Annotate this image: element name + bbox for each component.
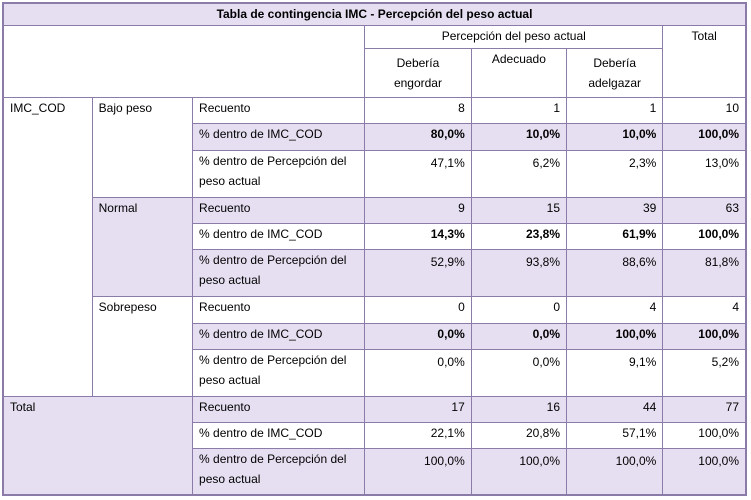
table-cell: 9,1% (567, 349, 663, 396)
table-cell: 20,8% (471, 423, 566, 449)
table-cell: 39 (567, 197, 663, 223)
table-cell: 17 (365, 396, 472, 422)
row-variable-label: IMC_COD (3, 98, 92, 397)
table-cell: 10 (663, 98, 746, 124)
table-cell: 100,0% (567, 449, 663, 495)
table-cell: 4 (663, 297, 746, 323)
total-row-label: Total (3, 396, 193, 495)
measure-label: % dentro de Percepción del peso actual (193, 449, 365, 495)
group-label-bajo-peso: Bajo peso (92, 98, 192, 198)
table-cell: 0,0% (365, 323, 472, 349)
table-cell: 100,0% (663, 423, 746, 449)
measure-label: Recuento (193, 297, 365, 323)
table-cell: 4 (567, 297, 663, 323)
group-label-normal: Normal (92, 197, 192, 297)
table-cell: 100,0% (567, 323, 663, 349)
table-cell: 44 (567, 396, 663, 422)
table-cell: 14,3% (365, 224, 472, 250)
column-header-deberia-engordar: Debería engordar (365, 49, 472, 98)
measure-label: % dentro de Percepción del peso actual (193, 349, 365, 396)
table-cell: 0,0% (471, 323, 566, 349)
table-cell: 6,2% (471, 150, 566, 197)
table-cell: 80,0% (365, 124, 472, 150)
column-group-header: Percepción del peso actual (365, 26, 663, 49)
table-cell: 88,6% (567, 250, 663, 297)
table-cell: 16 (471, 396, 566, 422)
table-cell: 81,8% (663, 250, 746, 297)
measure-label: % dentro de Percepción del peso actual (193, 150, 365, 197)
table-cell: 100,0% (663, 124, 746, 150)
table-cell: 23,8% (471, 224, 566, 250)
table-cell: 100,0% (663, 449, 746, 495)
measure-label: Recuento (193, 98, 365, 124)
table-cell: 52,9% (365, 250, 472, 297)
column-header-adecuado: Adecuado (471, 49, 566, 98)
contingency-table (2, 2, 747, 496)
table-cell: 15 (471, 197, 566, 223)
group-label-sobrepeso: Sobrepeso (92, 297, 192, 397)
table-cell: 63 (663, 197, 746, 223)
table-cell: 0,0% (471, 349, 566, 396)
column-header-deberia-adelgazar: Debería adelgazar (567, 49, 663, 98)
measure-label: Recuento (193, 197, 365, 223)
measure-label: % dentro de IMC_COD (193, 423, 365, 449)
table-cell: 5,2% (663, 349, 746, 396)
table-title: Tabla de contingencia IMC - Percepción del peso actual (3, 3, 746, 26)
measure-label: Recuento (193, 396, 365, 422)
table-cell: 1 (567, 98, 663, 124)
table-cell: 0 (471, 297, 566, 323)
table-cell: 100,0% (663, 323, 746, 349)
table-cell: 2,3% (567, 150, 663, 197)
table-cell: 77 (663, 396, 746, 422)
table-cell: 0,0% (365, 349, 472, 396)
table-cell: 47,1% (365, 150, 472, 197)
table-cell: 9 (365, 197, 472, 223)
table-cell: 100,0% (365, 449, 472, 495)
table-cell: 22,1% (365, 423, 472, 449)
measure-label: % dentro de IMC_COD (193, 224, 365, 250)
measure-label: % dentro de IMC_COD (193, 124, 365, 150)
total-column-header: Total (663, 26, 746, 98)
table-cell: 10,0% (567, 124, 663, 150)
table-cell: 61,9% (567, 224, 663, 250)
table-cell: 57,1% (567, 423, 663, 449)
table-cell: 93,8% (471, 250, 566, 297)
table-cell: 0 (365, 297, 472, 323)
header-corner (3, 26, 365, 98)
table-cell: 10,0% (471, 124, 566, 150)
table-cell: 100,0% (471, 449, 566, 495)
table-cell: 8 (365, 98, 472, 124)
measure-label: % dentro de Percepción del peso actual (193, 250, 365, 297)
table-cell: 1 (471, 98, 566, 124)
table-cell: 100,0% (663, 224, 746, 250)
measure-label: % dentro de IMC_COD (193, 323, 365, 349)
table-cell: 13,0% (663, 150, 746, 197)
